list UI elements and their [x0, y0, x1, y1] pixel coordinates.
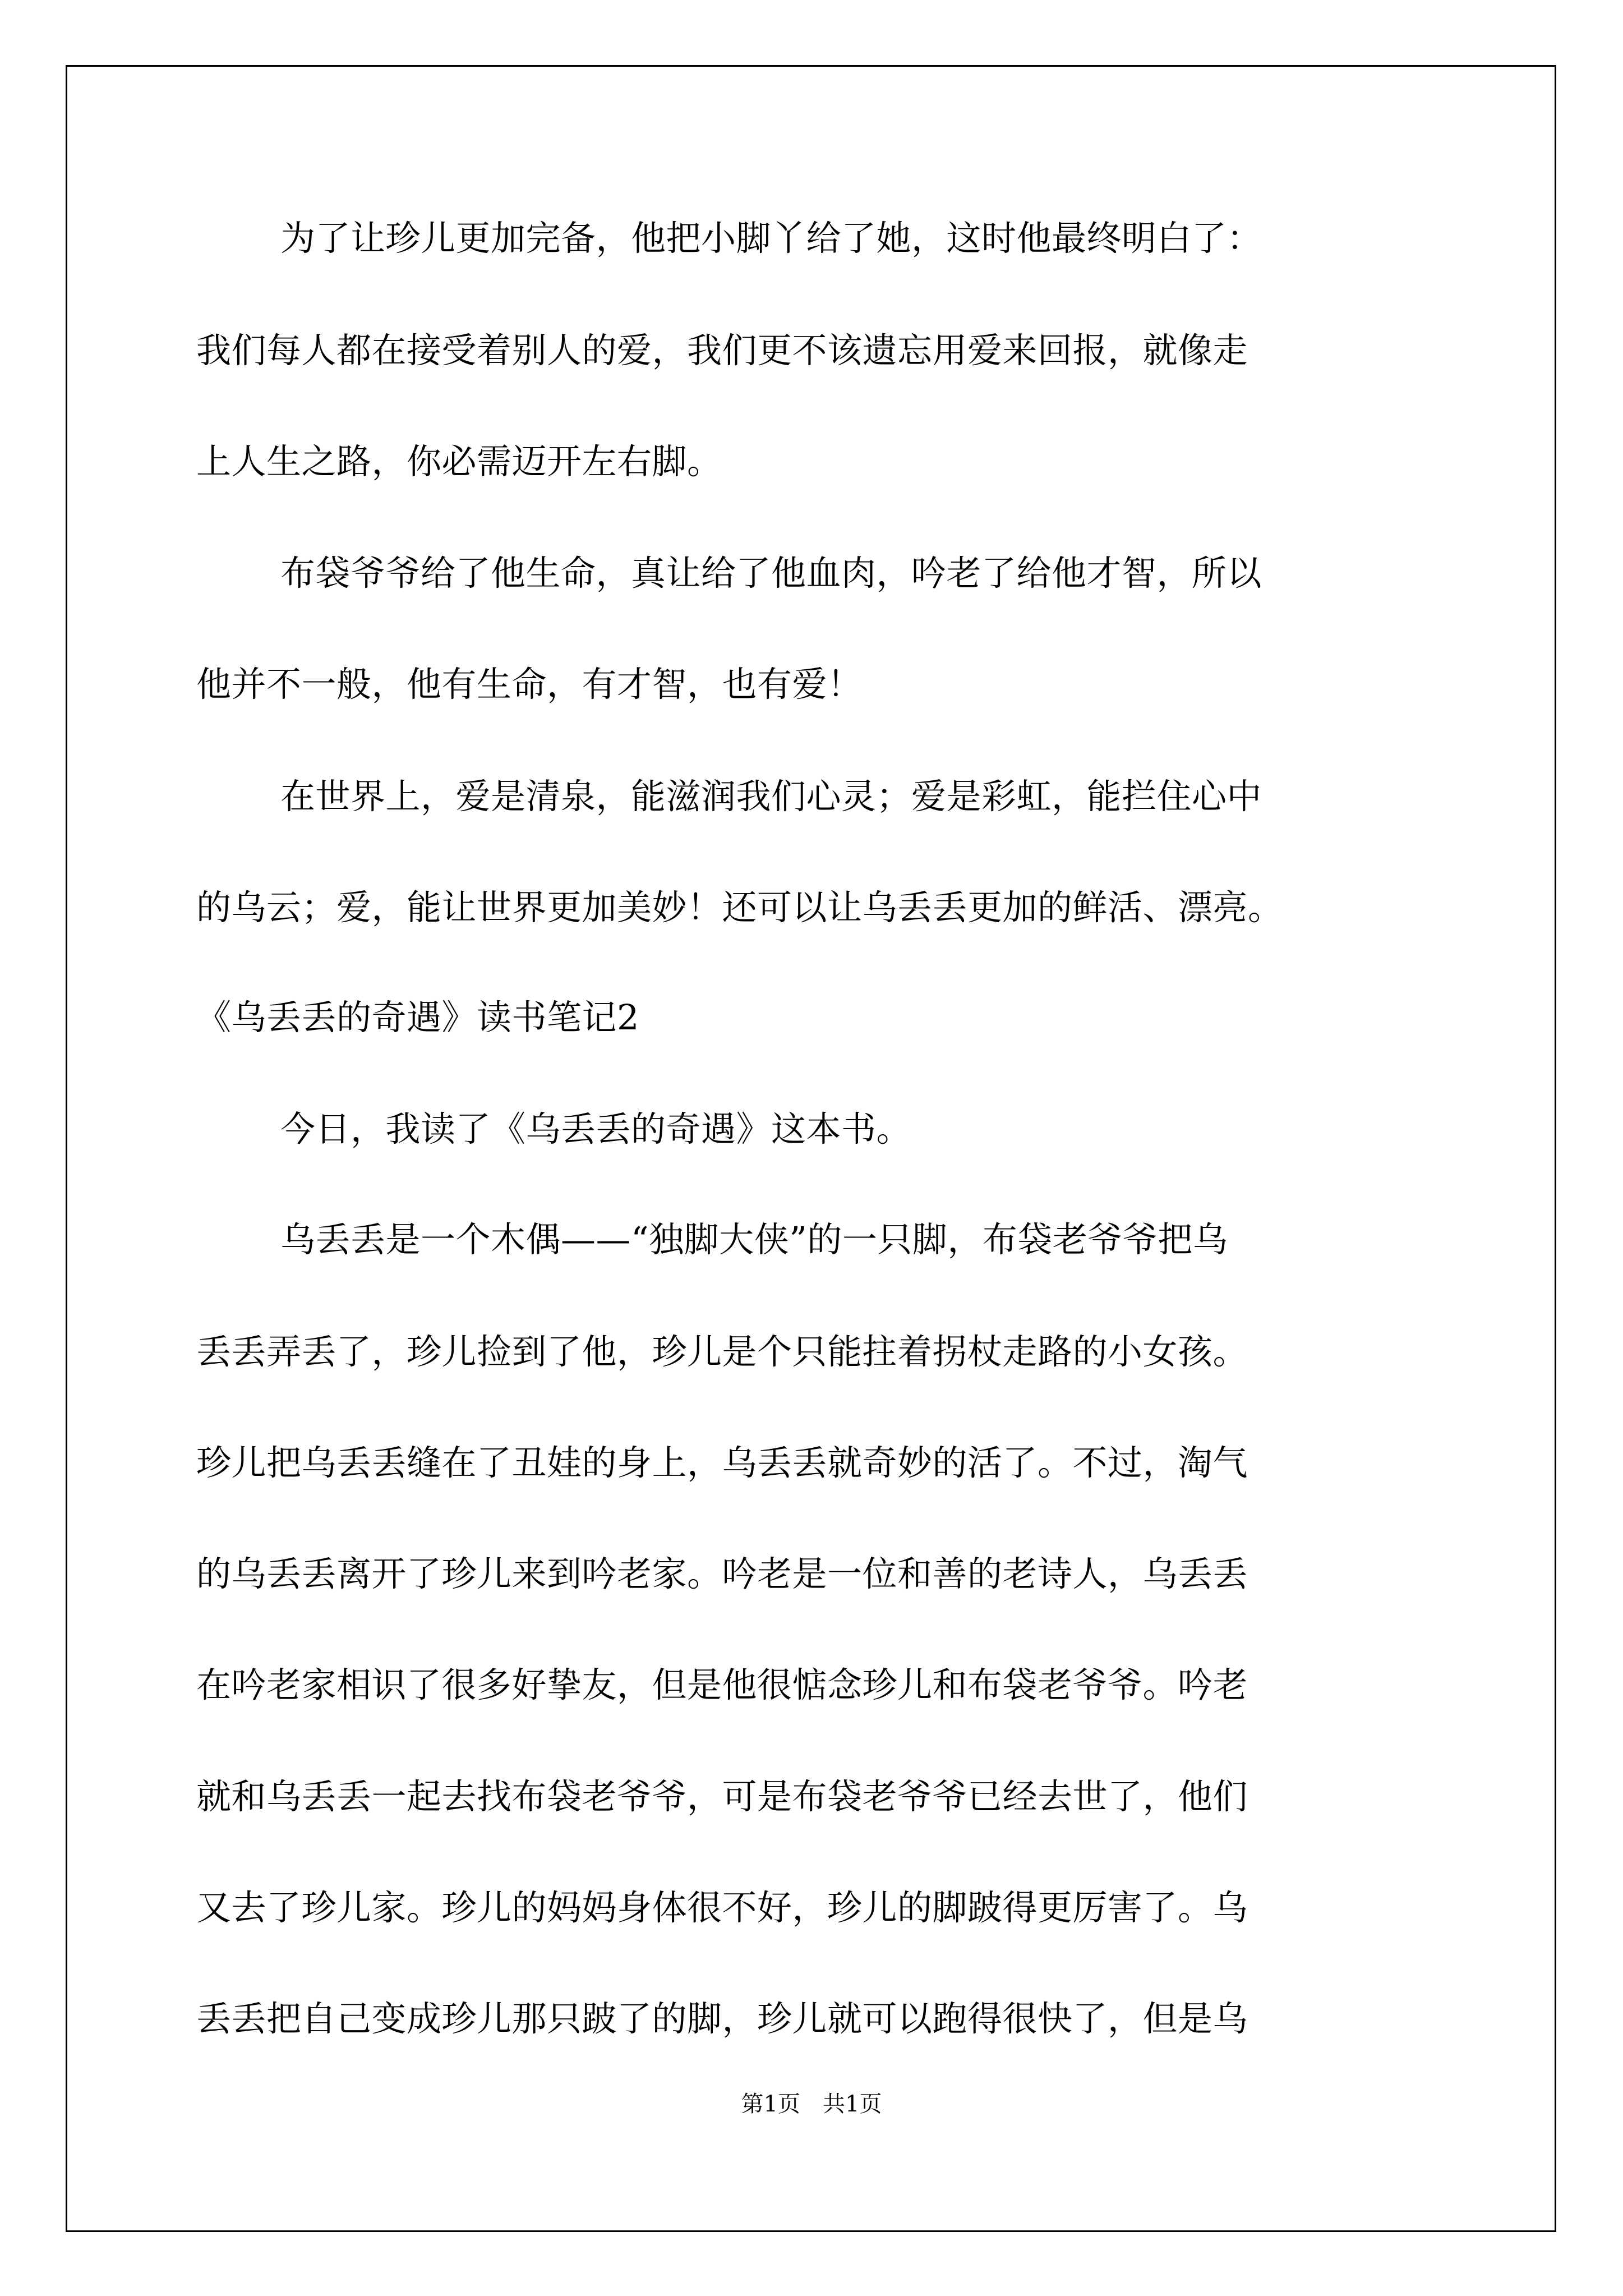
text-line: 珍儿把乌丢丢缝在了丑娃的身上，乌丢丢就奇妙的活了。不过，淘气 [196, 1442, 1248, 1483]
text-line: 在吟老家相识了很多好挚友，但是他很惦念珍儿和布袋老爷爷。吟老 [196, 1664, 1248, 1705]
text-line: 又去了珍儿家。珍儿的妈妈身体很不好，珍儿的脚跛得更厉害了。乌 [196, 1887, 1248, 1928]
text-line: 为了让珍儿更加完备，他把小脚丫给了她，这时他最终明白了： [280, 218, 1262, 259]
text-line: 的乌云；爱，能让世界更加美妙！还可以让乌丢丢更加的鲜活、漂亮。 [196, 887, 1283, 928]
section-heading: 《乌丢丢的奇遇》读书笔记2 [196, 997, 639, 1038]
text-line: 的乌丢丢离开了珍儿来到吟老家。吟老是一位和善的老诗人，乌丢丢 [196, 1553, 1248, 1594]
text-line: 我们每人都在接受着别人的爱，我们更不该遗忘用爱来回报，就像走 [196, 330, 1248, 371]
text-line: 今日，我读了《乌丢丢的奇遇》这本书。 [280, 1108, 912, 1149]
text-line: 丢丢把自己变成珍儿那只跛了的脚，珍儿就可以跑得很快了，但是乌 [196, 1998, 1248, 2039]
page-number-footer: 第1页 共1页 [741, 2091, 882, 2117]
text-line: 乌丢丢是一个木偶——“独脚大侠”的一只脚，布袋老爷爷把乌 [280, 1219, 1228, 1260]
text-line: 他并不一般，他有生命，有才智，也有爱！ [196, 664, 863, 705]
text-line: 布袋爷爷给了他生命，真让给了他血肉，吟老了给他才智，所以 [280, 553, 1262, 593]
text-line: 丢丢弄丢了，珍儿捡到了他，珍儿是个只能拄着拐杖走路的小女孩。 [196, 1331, 1248, 1372]
text-line: 在世界上，爱是清泉，能滋润我们心灵；爱是彩虹，能拦住心中 [280, 776, 1262, 817]
text-line: 上人生之路，你必需迈开左右脚。 [196, 441, 722, 482]
text-line: 就和乌丢丢一起去找布袋老爷爷，可是布袋老爷爷已经去世了，他们 [196, 1776, 1248, 1817]
